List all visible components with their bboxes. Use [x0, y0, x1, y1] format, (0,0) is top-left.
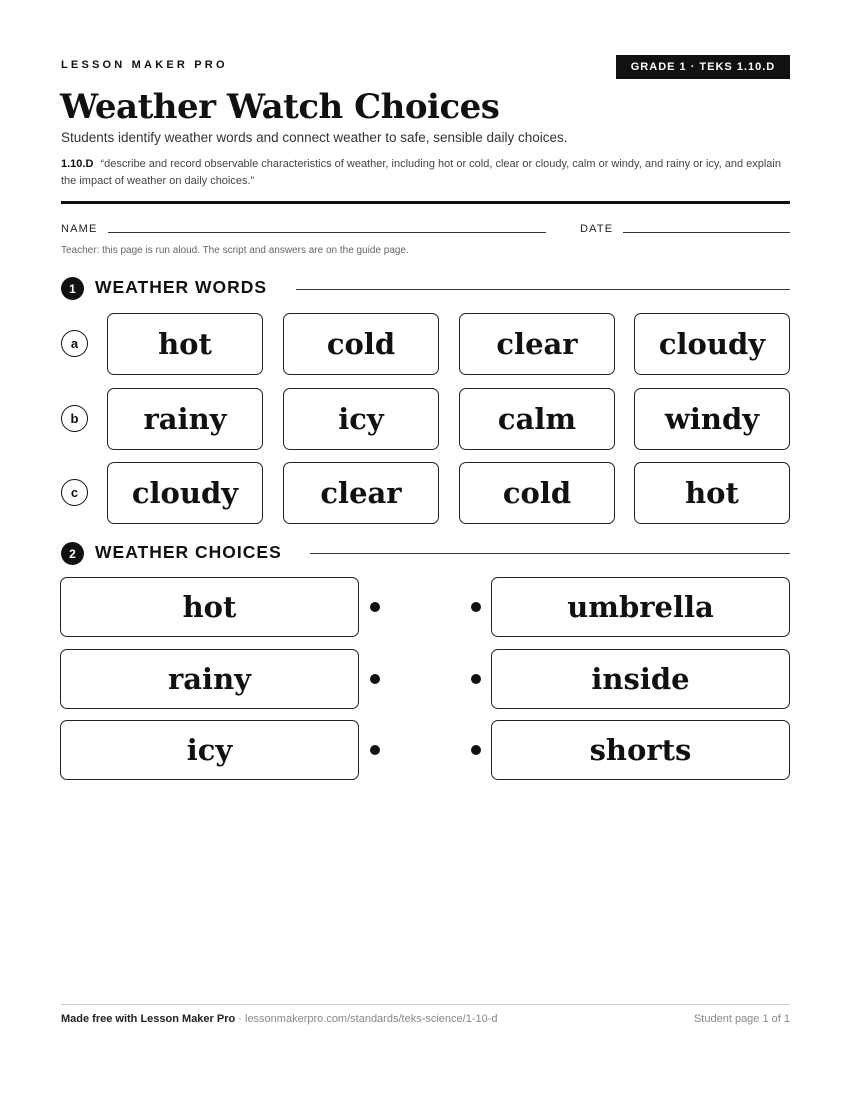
footer-url[interactable]: lessonmakerpro.com/standards/teks-science/1-10-d — [245, 1013, 498, 1025]
date-label: DATE — [580, 223, 614, 235]
section-2-rule — [310, 553, 790, 554]
footer-made: Made free with Lesson Maker Pro — [61, 1013, 236, 1025]
word-card[interactable]: cloudy — [634, 313, 790, 375]
match-right-card[interactable]: inside — [491, 649, 790, 709]
word-card[interactable]: cold — [459, 462, 615, 524]
page-title: Weather Watch Choices — [60, 87, 500, 127]
name-label: NAME — [61, 223, 98, 235]
section-1-rule — [296, 289, 790, 290]
match-left-card[interactable]: rainy — [60, 649, 359, 709]
match-dot-left[interactable] — [370, 674, 380, 684]
standard-text: “describe and record observable characteristics of weather, including hot or cold, clear or cloudy, calm or windy, and rainy or icy, and explain the impact of weather on daily choices.” — [61, 158, 781, 187]
word-card[interactable]: cold — [283, 313, 439, 375]
brand-name: LESSON MAKER PRO — [61, 59, 228, 71]
word-card[interactable]: hot — [634, 462, 790, 524]
section-2-number: 2 — [61, 542, 84, 565]
match-dot-left[interactable] — [370, 745, 380, 755]
standard-description — [61, 156, 791, 190]
section-1-number: 1 — [61, 277, 84, 300]
word-card[interactable]: clear — [459, 313, 615, 375]
word-card[interactable]: windy — [634, 388, 790, 450]
word-card[interactable]: hot — [107, 313, 263, 375]
match-dot-right[interactable] — [471, 602, 481, 612]
section-2-title: WEATHER CHOICES — [95, 542, 282, 562]
footer-credit — [61, 1013, 498, 1025]
word-card[interactable]: calm — [459, 388, 615, 450]
page-subtitle: Students identify weather words and connect weather to safe, sensible daily choices. — [61, 130, 568, 145]
standard-code: 1.10.D — [61, 158, 94, 170]
match-dot-left[interactable] — [370, 602, 380, 612]
teacher-note: Teacher: this page is run aloud. The script and answers are on the guide page. — [61, 245, 409, 256]
row-letter-a: a — [61, 330, 88, 357]
match-dot-right[interactable] — [471, 674, 481, 684]
word-card[interactable]: icy — [283, 388, 439, 450]
section-1-title: WEATHER WORDS — [95, 277, 268, 297]
row-letter-b: b — [61, 405, 88, 432]
word-card[interactable]: cloudy — [107, 462, 263, 524]
match-left-card[interactable]: icy — [60, 720, 359, 780]
word-card[interactable]: rainy — [107, 388, 263, 450]
row-letter-c: c — [61, 479, 88, 506]
footer-divider — [61, 1004, 790, 1005]
word-card[interactable]: clear — [283, 462, 439, 524]
name-field[interactable] — [108, 232, 546, 233]
footer-page-number: Student page 1 of 1 — [693, 1013, 790, 1025]
match-right-card[interactable]: umbrella — [491, 577, 790, 637]
date-field[interactable] — [623, 232, 790, 233]
match-dot-right[interactable] — [471, 745, 481, 755]
match-left-card[interactable]: hot — [60, 577, 359, 637]
match-right-card[interactable]: shorts — [491, 720, 790, 780]
grade-badge: GRADE 1 · TEKS 1.10.D — [616, 55, 790, 79]
header-divider — [61, 201, 790, 204]
footer-separator: · — [235, 1013, 245, 1025]
